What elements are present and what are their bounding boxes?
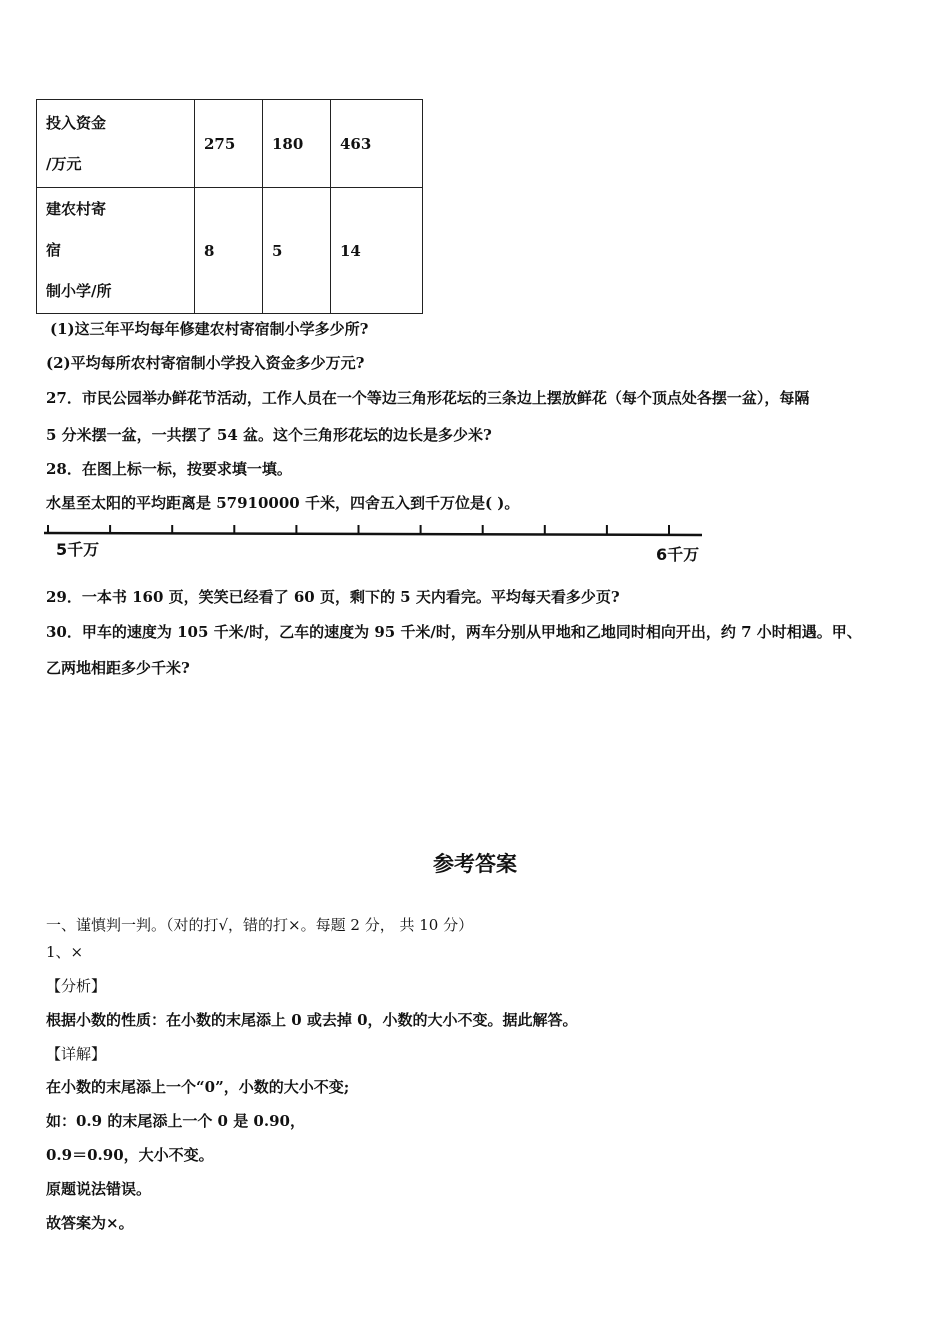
answer-item-1: 1、× — [46, 943, 84, 961]
detail-line: 在小数的末尾添上一个“0”，小数的大小不变; — [46, 1078, 350, 1096]
row-label-line: 制小学/所 — [46, 282, 112, 300]
table-cell: 180 — [263, 100, 331, 188]
detail-line: 原题说法错误。 — [46, 1180, 152, 1198]
question-2: (2)平均每所农村寄宿制小学投入资金多少万元? — [46, 354, 365, 372]
row-label-line: 宿 — [46, 241, 62, 259]
section-1-heading: 一、谨慎判一判。（对的打√，错的打×。每题 2 分， 共 10 分） — [46, 916, 474, 934]
detail-heading: 【详解】 — [46, 1045, 107, 1063]
question-27-line1: 27．市民公园举办鲜花节活动，工作人员在一个等边三角形花坛的三条边上摆放鲜花（每个顶点处各摆一盆），每隔 — [46, 389, 810, 407]
question-27-line2: 5 分米摆一盆，一共摆了 54 盆。这个三角形花坛的边长是多少米? — [46, 426, 492, 444]
question-30-line1: 30．甲车的速度为 105 千米/时，乙车的速度为 95 千米/时，两车分别从甲地和乙地同时相向开出，约 7 小时相遇。甲、 — [46, 623, 862, 641]
detail-line: 故答案为×。 — [46, 1214, 134, 1232]
analysis-heading: 【分析】 — [46, 977, 107, 995]
detail-line: 0.9＝0.90，大小不变。 — [46, 1146, 214, 1164]
row-label-line: 建农村寄 — [46, 200, 107, 218]
question-28-line2: 水星至太阳的平均距离是 57910000 千米，四舍五入到千万位是( )。 — [46, 494, 520, 512]
row-label-line: 投入资金 — [46, 113, 107, 132]
row-label — [37, 188, 195, 314]
detail-line: 如：0.9 的末尾添上一个 0 是 0.90， — [46, 1112, 305, 1130]
question-30-line2: 乙两地相距多少千米? — [46, 659, 190, 677]
row-label-line: /万元 — [46, 154, 82, 173]
table-cell: 5 — [263, 188, 331, 314]
answers-title: 参考答案 — [433, 852, 517, 876]
number-line-axis — [44, 533, 702, 535]
analysis-text: 根据小数的性质：在小数的末尾添上 0 或去掉 0，小数的大小不变。据此解答。 — [46, 1011, 578, 1029]
table-row — [37, 100, 423, 188]
question-29: 29．一本书 160 页，笑笑已经看了 60 页，剩下的 5 天内看完。平均每天看多少页? — [46, 588, 620, 606]
table-row — [37, 188, 423, 314]
table-cell: 14 — [331, 188, 423, 314]
table-cell: 275 — [195, 100, 263, 188]
table-cell: 8 — [195, 188, 263, 314]
question-1: (1)这三年平均每年修建农村寄宿制小学多少所? — [50, 320, 369, 338]
investment-table — [36, 99, 423, 314]
row-label — [37, 100, 195, 188]
right-label: 6千万 — [656, 545, 700, 564]
left-label: 5千万 — [56, 540, 100, 559]
number-line — [44, 522, 709, 568]
question-28-line1: 28．在图上标一标，按要求填一填。 — [46, 460, 292, 478]
table-cell: 463 — [331, 100, 423, 188]
